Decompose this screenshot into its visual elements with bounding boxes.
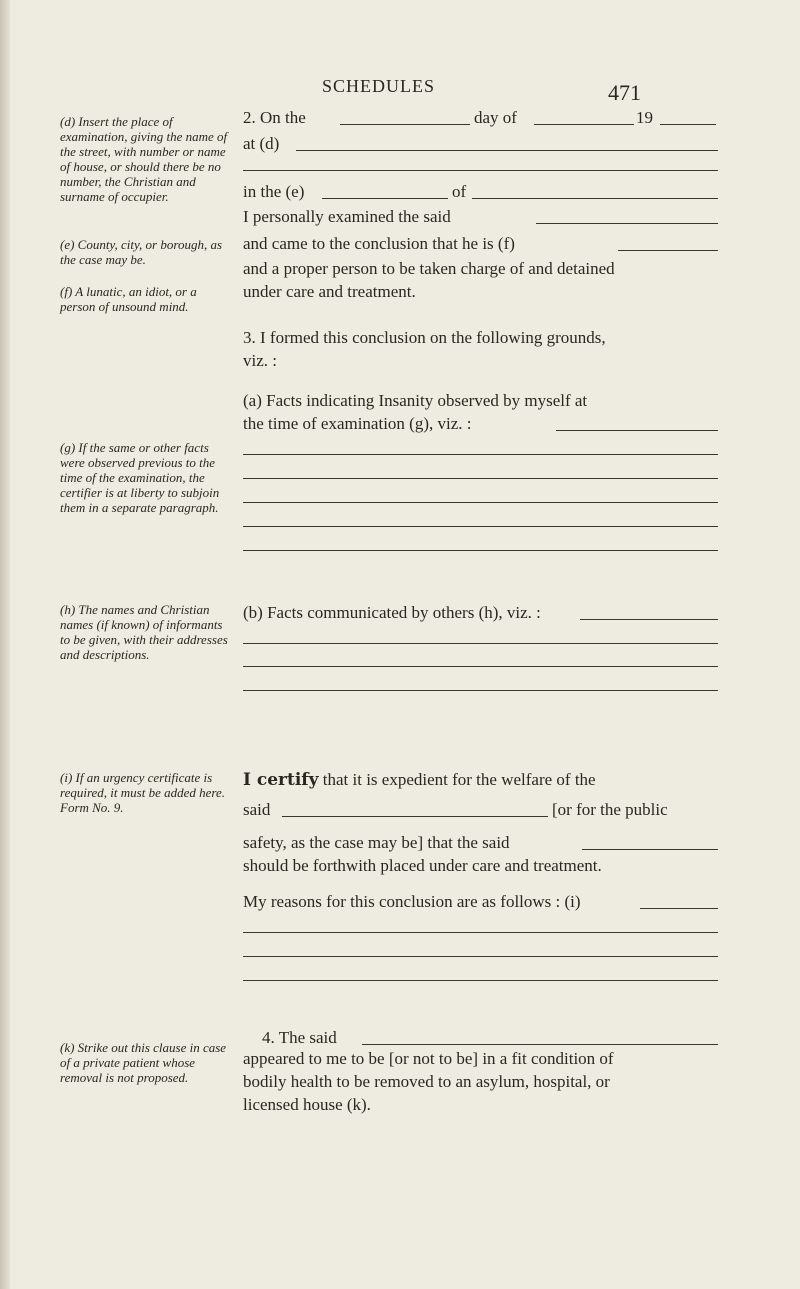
- urgency-reasons-blank[interactable]: [640, 908, 718, 909]
- sec2-of: of: [452, 182, 467, 201]
- sec3-a-blank[interactable]: [556, 430, 718, 431]
- rule-line: [243, 932, 718, 933]
- margin-note-e: (e) County, city, or borough, as the case may be.: [60, 237, 223, 267]
- sec2-proper-person: and a proper person to be taken charge of and detained: [243, 259, 615, 278]
- sec4-bodily: bodily health to be removed to an asylum, hospital, or: [243, 1072, 610, 1091]
- sec3-viz: viz. :: [243, 351, 277, 370]
- page-header: SCHEDULES: [322, 76, 436, 96]
- margin-note-f: (f) A lunatic, an idiot, or a person of unsound mind.: [60, 284, 197, 314]
- sec4-licensed: licensed house (k).: [243, 1095, 371, 1114]
- margin-note-h: (h) The names and Christian names (if known) of informants to be given, with their addresses and descriptions.: [60, 602, 228, 662]
- rule-line: [243, 454, 718, 455]
- margin-note-d: (d) Insert the place of examination, giving the name of the street, with number or name of house, or should there be no number, the Christian and surname of occupier.: [60, 114, 228, 204]
- sec2-patient-blank[interactable]: [536, 223, 718, 224]
- sec2-year-blank[interactable]: [660, 124, 716, 125]
- rule-line: [243, 170, 718, 171]
- sec2-under-care: under care and treatment.: [243, 282, 416, 301]
- rule-line: [243, 526, 718, 527]
- sec2-examined: I personally examined the said: [243, 207, 451, 226]
- rule-line: [243, 666, 718, 667]
- sec2-line1: [243, 106, 306, 129]
- rule-line: [243, 502, 718, 503]
- page-number: 471: [608, 80, 641, 105]
- sec2-condition-blank[interactable]: [618, 250, 718, 251]
- urgency-said: said: [243, 800, 271, 819]
- margin-note-g: (g) If the same or other facts were observed previous to the time of the examination, the certifier is at liberty to subjoin them in a separate paragraph.: [60, 440, 220, 515]
- sec3-a-line1: (a) Facts indicating Insanity observed by myself at: [243, 391, 588, 410]
- urgency-public: [or for the public: [552, 800, 668, 819]
- sec2-day-of: day of: [474, 108, 517, 127]
- sec4-said: 4. The said: [262, 1028, 337, 1047]
- sec2-year: 19: [636, 108, 653, 127]
- urgency-reasons: My reasons for this conclusion are as follows : (i): [243, 892, 581, 911]
- sec3-b-blank[interactable]: [580, 619, 718, 620]
- margin-note-i: (i) If an urgency certificate is required, it must be added here. Form No. 9.: [60, 770, 225, 815]
- sec4-said-blank[interactable]: [362, 1044, 718, 1045]
- rule-line: [243, 980, 718, 981]
- urgency-safety: safety, as the case may be] that the said: [243, 833, 510, 852]
- sec2-at: at (d): [243, 134, 280, 153]
- urgency-said-blank[interactable]: [282, 816, 548, 817]
- rule-line: [243, 550, 718, 551]
- sec3-line1: 3. I formed this conclusion on the following grounds,: [243, 328, 606, 347]
- sec2-in-the: in the (e): [243, 182, 305, 201]
- sec3-b-line1: (b) Facts communicated by others (h), viz. :: [243, 603, 541, 622]
- sec3-a-line2: the time of examination (g), viz. :: [243, 414, 472, 433]
- sec2-of-blank[interactable]: [472, 198, 718, 199]
- sec2-month-blank[interactable]: [534, 124, 634, 125]
- sec2-conclusion: and came to the conclusion that he is (f): [243, 234, 515, 253]
- rule-line: [243, 956, 718, 957]
- sec2-day-blank[interactable]: [340, 124, 470, 125]
- page-gutter-shadow: [0, 0, 10, 1289]
- sec4-appeared: appeared to me to be [or not to be] in a fit condition of: [243, 1049, 614, 1068]
- urgency-expedient: that it is expedient for the welfare of the: [322, 770, 596, 789]
- urgency-forthwith: should be forthwith placed under care and treatment.: [243, 856, 602, 875]
- urgency-line1: [243, 768, 596, 792]
- rule-line: [243, 690, 718, 691]
- sec2-county-blank[interactable]: [322, 198, 448, 199]
- rule-line: [243, 478, 718, 479]
- rule-line: [243, 643, 718, 644]
- urgency-i-certify: I certify: [243, 770, 319, 790]
- urgency-safety-blank[interactable]: [582, 849, 718, 850]
- margin-note-k: (k) Strike out this clause in case of a private patient whose removal is not proposed.: [60, 1040, 227, 1085]
- sec2-place-blank[interactable]: [296, 150, 718, 151]
- sec2-on-the: 2. On the: [243, 108, 306, 127]
